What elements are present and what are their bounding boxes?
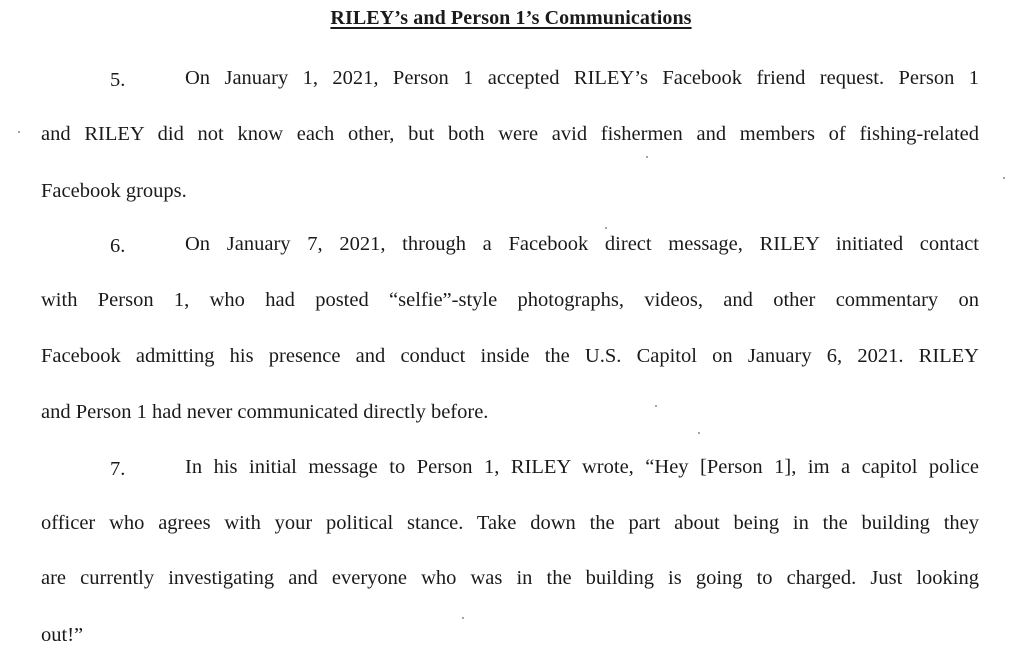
- paragraph-line: Facebook admitting his presence and conduct inside the U.S. Capitol on January 6, 2021. RILEY: [41, 345, 979, 367]
- scan-speck: [462, 617, 464, 619]
- section-heading: RILEY’s and Person 1’s Communications: [330, 7, 692, 29]
- paragraph-line: On January 1, 2021, Person 1 accepted RILEY’s Facebook friend request. Person 1: [185, 67, 979, 89]
- paragraph-line: On January 7, 2021, through a Facebook direct message, RILEY initiated contact: [185, 233, 979, 255]
- paragraph-line: Facebook groups.: [41, 180, 187, 202]
- scan-speck: [698, 432, 700, 434]
- paragraph-line: out!”: [41, 624, 84, 646]
- paragraph-line: and RILEY did not know each other, but both were avid fishermen and members of fishing-related: [41, 123, 979, 145]
- paragraph-number: 7.: [110, 458, 126, 480]
- scan-speck: [1003, 177, 1005, 179]
- scan-speck: [18, 131, 20, 133]
- paragraph-line: are currently investigating and everyone who was in the building is going to charged. Just looking: [41, 567, 979, 589]
- scan-speck: [655, 405, 657, 407]
- paragraph-line: with Person 1, who had posted “selfie”-style photographs, videos, and other commentary on: [41, 289, 979, 311]
- scan-speck: [646, 156, 648, 158]
- paragraph-line: In his initial message to Person 1, RILEY wrote, “Hey [Person 1], im a capitol police: [185, 456, 979, 478]
- scan-speck: [605, 227, 607, 229]
- paragraph-line: officer who agrees with your political stance. Take down the part about being in the building they: [41, 512, 979, 534]
- paragraph-line: and Person 1 had never communicated directly before.: [41, 401, 489, 423]
- paragraph-number: 5.: [110, 69, 126, 91]
- paragraph-number: 6.: [110, 235, 126, 257]
